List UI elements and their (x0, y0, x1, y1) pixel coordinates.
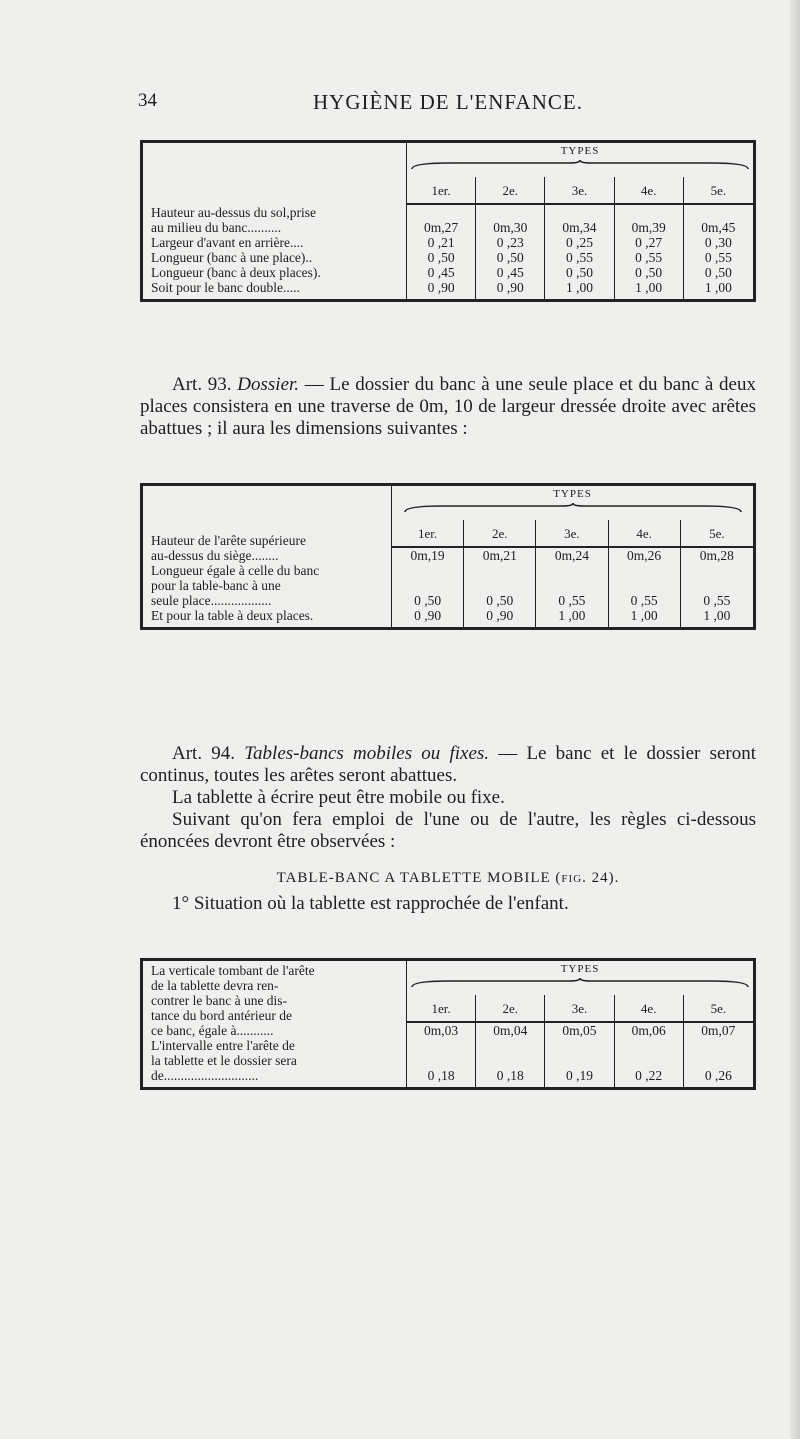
spacer (684, 1038, 753, 1068)
article-text: — Le dossier du banc à une seule place et du banc à deux places consistera en une traverse de 0m, 10 de largeur dressée droite avec arêtes abattues ; il aura les dimensions suivantes : (140, 374, 756, 439)
table3-col-header: 1er. (407, 995, 476, 1022)
table1-col-values (476, 204, 545, 301)
table-cell: 0 ,25 (565, 235, 593, 250)
table-cell: 0 ,55 (558, 593, 586, 608)
article-title: Tables-bancs mobiles ou fixes. (244, 743, 490, 764)
table2-label: Et pour la table à deux places. (151, 608, 314, 623)
table1-col-values (683, 204, 754, 301)
table2-col-values (608, 547, 680, 629)
table-cell: 0 ,55 (630, 593, 658, 608)
table3-label: de la tablette devra ren- (151, 978, 279, 993)
spacer (476, 1038, 544, 1068)
table-cell: 0 ,45 (427, 265, 455, 280)
table3-col-values (683, 1022, 754, 1089)
table-cell: 0 ,50 (427, 250, 455, 265)
table-cell: 0 ,90 (496, 280, 524, 295)
table3-label: tance du bord antérieur de (151, 1008, 292, 1023)
table3-label: ce banc, égale à........... (151, 1023, 274, 1038)
table1-col-header: 3e. (545, 177, 614, 204)
table-cell: 0 ,55 (565, 250, 593, 265)
table-cell: 0 ,30 (704, 235, 732, 250)
table2-group-label: TYPES (553, 488, 592, 500)
table3-col-values (545, 1022, 614, 1089)
table-cell: 1 ,00 (703, 608, 731, 623)
table1-col-values (545, 204, 614, 301)
table-cell: 0 ,55 (703, 593, 731, 608)
article-number: Art. 94. (172, 743, 245, 764)
table-cell: 0m,27 (424, 220, 459, 235)
table1-label: Largeur d'avant en arrière.... (151, 235, 304, 250)
numbered-item: 1° Situation où la tablette est rapprochée de l'enfant. (172, 893, 569, 914)
table-cell: 0m,34 (562, 220, 597, 235)
table-cell: 0 ,50 (414, 593, 442, 608)
table-cell: 0 ,45 (496, 265, 524, 280)
spacer (407, 1038, 475, 1068)
table-cell: 0 ,55 (704, 250, 732, 265)
brace-icon (410, 977, 750, 989)
table-cell: 0 ,50 (704, 265, 732, 280)
table3-label-column (142, 960, 407, 1089)
table-cell: 0 ,50 (496, 250, 524, 265)
table2-label: pour la table-banc à une (151, 578, 281, 593)
table-tablet-position (140, 958, 756, 1090)
table1-col-header: 5e. (683, 177, 754, 204)
table-cell: 0 ,55 (635, 250, 663, 265)
table3-col-header: 5e. (683, 995, 754, 1022)
table1-label: Longueur (banc à une place).. (151, 250, 313, 265)
table2-col-header: 2e. (464, 520, 536, 547)
table3-col-header: 2e. (476, 995, 545, 1022)
table-cell: 1 ,00 (635, 280, 663, 295)
table-cell: 1 ,00 (630, 608, 658, 623)
table3-label: La verticale tombant de l'arête (151, 963, 315, 978)
table-cell: 0 ,26 (704, 1068, 732, 1083)
spacer (615, 1038, 683, 1068)
page-header (138, 90, 758, 120)
table-cell: 0 ,22 (635, 1068, 663, 1083)
table2-label: au-dessus du siège........ (151, 548, 279, 563)
table3-col-values (614, 1022, 683, 1089)
table2-label: Longueur égale à celle du banc (151, 563, 320, 578)
table3-label: L'intervalle entre l'arête de (151, 1038, 295, 1053)
table-cell: 0 ,50 (486, 593, 514, 608)
table-seat-dimensions (140, 140, 756, 302)
spacer (536, 563, 607, 593)
table1-col-header: 1er. (407, 177, 476, 204)
table3-col-values (407, 1022, 476, 1089)
page-edge (790, 0, 800, 1439)
table1-label: Soit pour le banc double..... (151, 280, 300, 295)
brace-icon (410, 159, 750, 171)
table-cell: 0m,24 (554, 548, 589, 563)
table2-col-values (536, 547, 608, 629)
article-text: La tablette à écrire peut être mobile ou fixe. (172, 787, 505, 808)
article-93 (140, 374, 756, 440)
table2-col-values (392, 547, 464, 629)
table-cell: 0m,03 (424, 1023, 459, 1038)
table-cell: 0 ,23 (496, 235, 524, 250)
table3-types-header (407, 960, 755, 996)
article-94 (140, 743, 756, 915)
table2-col-values (680, 547, 754, 629)
table2-col-header: 3e. (536, 520, 608, 547)
table-cell: 0m,26 (627, 548, 662, 563)
spacer (392, 563, 463, 593)
brace-icon (403, 502, 743, 514)
table-cell: 0m,21 (482, 548, 517, 563)
table-cell: 0m,04 (493, 1023, 528, 1038)
table-cell: 1 ,00 (704, 280, 732, 295)
table-cell: 1 ,00 (558, 608, 586, 623)
table-backrest-dimensions (140, 483, 756, 630)
table-cell: 0 ,90 (486, 608, 514, 623)
table2-types-header (392, 485, 755, 521)
table-cell: 0m,28 (699, 548, 734, 563)
table-cell: 0 ,18 (496, 1068, 524, 1083)
table-cell: 0 ,19 (565, 1068, 593, 1083)
table3-label: la tablette et le dossier sera (151, 1053, 297, 1068)
spacer (681, 563, 753, 593)
table2-label: seule place.................. (151, 593, 272, 608)
table1-label: au milieu du banc.......... (151, 220, 282, 235)
table-cell: 0 ,50 (635, 265, 663, 280)
article-title: Dossier. (237, 374, 300, 395)
table-cell: 0m,30 (493, 220, 528, 235)
article-number: Art. 93. (172, 374, 238, 395)
table-cell: 0 ,27 (635, 235, 663, 250)
table-cell: 1 ,00 (565, 280, 593, 295)
table2-label: Hauteur de l'arête supérieure (151, 533, 306, 548)
table-cell: 0 ,21 (427, 235, 455, 250)
spacer (464, 563, 535, 593)
table3-col-header: 3e. (545, 995, 614, 1022)
article-text: — Le banc et le dossier seront continus, toutes les arêtes seront abattues. (140, 743, 757, 786)
table3-label: contrer le banc à une dis- (151, 993, 288, 1008)
table1-col-values (407, 204, 476, 301)
table1-label-column (142, 142, 407, 301)
running-title: HYGIÈNE DE L'ENFANCE. (313, 90, 583, 114)
table2-col-values (464, 547, 536, 629)
table-cell: 0 ,90 (414, 608, 442, 623)
table-cell: 0m,45 (701, 220, 736, 235)
table-cell: 0m,05 (562, 1023, 597, 1038)
table1-col-header: 4e. (614, 177, 683, 204)
spacer (545, 1038, 613, 1068)
table1-label: Hauteur au-dessus du sol,prise (151, 205, 316, 220)
table-cell: 0m,06 (631, 1023, 666, 1038)
table1-col-values (614, 204, 683, 301)
section-subheading: TABLE-BANC A TABLETTE MOBILE (fig. 24). (276, 870, 620, 886)
table-cell: 0 ,18 (427, 1068, 455, 1083)
table3-col-header: 4e. (614, 995, 683, 1022)
table2-col-header: 1er. (392, 520, 464, 547)
spacer (609, 563, 680, 593)
article-text: Suivant qu'on fera emploi de l'une ou de l'autre, les règles ci-dessous énoncées devront être observées : (140, 809, 756, 852)
table-cell: 0m,39 (631, 220, 666, 235)
table1-col-header: 2e. (476, 177, 545, 204)
table1-types-header (407, 142, 755, 178)
table-cell: 0 ,90 (427, 280, 455, 295)
page-number: 34 (138, 90, 157, 111)
table1-group-label: TYPES (560, 145, 600, 157)
table-cell: 0m,19 (410, 548, 445, 563)
table-cell: 0 ,50 (565, 265, 593, 280)
table1-label: Longueur (banc à deux places). (151, 265, 321, 280)
table2-col-header: 5e. (680, 520, 754, 547)
table2-col-header: 4e. (608, 520, 680, 547)
table3-label: de............................ (151, 1068, 259, 1083)
table2-label-column (142, 485, 392, 629)
table3-group-label: TYPES (560, 963, 600, 975)
table3-col-values (476, 1022, 545, 1089)
table-cell: 0m,07 (701, 1023, 736, 1038)
